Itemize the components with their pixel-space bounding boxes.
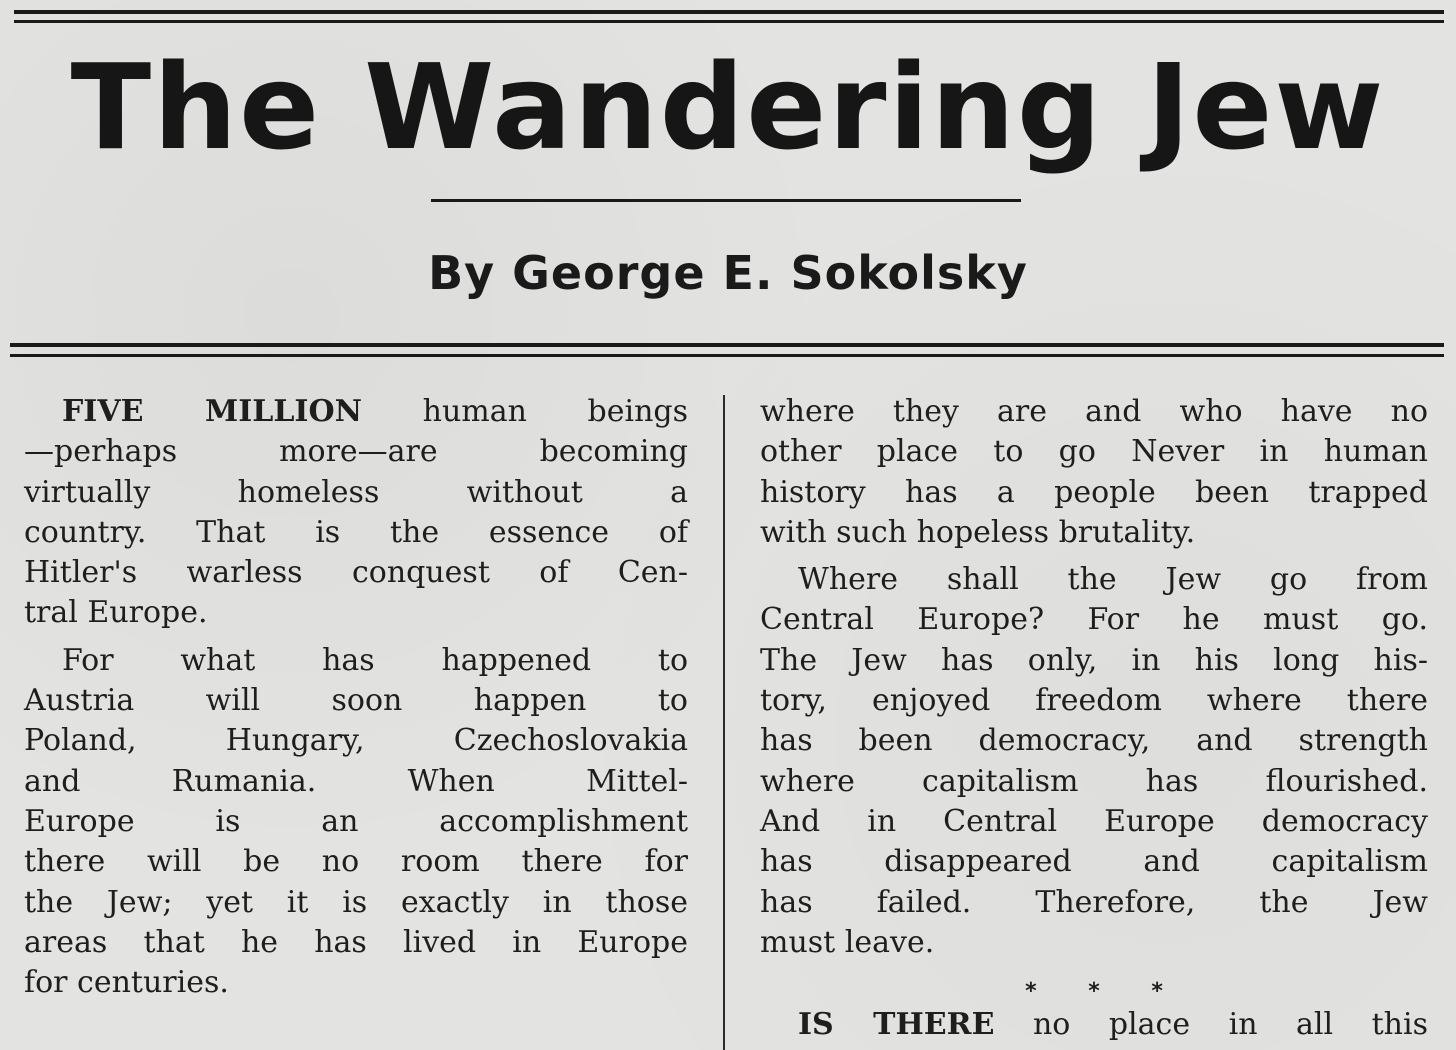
text-line: virtually homeless without a xyxy=(24,474,688,510)
text-line-rest: human beings xyxy=(362,394,689,429)
text-line xyxy=(24,392,688,432)
masthead-bottom-rule-thin xyxy=(10,354,1444,357)
text-line: tory, enjoyed freedom where there xyxy=(760,683,1428,719)
text-line: Austria will soon happen to xyxy=(24,683,688,719)
right-column xyxy=(760,392,1428,1045)
text-line: must leave. xyxy=(760,924,935,960)
text-line: where they are and who have no xyxy=(760,394,1428,429)
headline: The Wandering Jew xyxy=(70,38,1386,176)
text-line xyxy=(760,1005,1428,1045)
text-line: Poland, Hungary, Czechoslovakia xyxy=(24,723,688,759)
top-rule-thin xyxy=(14,20,1444,23)
text-line: The Jew has only, in his long his- xyxy=(760,642,1428,678)
masthead-bottom-rule-thick xyxy=(10,343,1444,347)
text-line: with such hopeless brutality. xyxy=(760,514,1196,550)
text-line: Central Europe? For he must go. xyxy=(760,602,1428,638)
text-line: Where shall the Jew go from xyxy=(798,562,1428,598)
top-rule-thick xyxy=(14,10,1444,14)
headline-divider xyxy=(431,199,1021,202)
text-line: for centuries. xyxy=(24,965,229,1001)
left-paragraph-1 xyxy=(24,392,688,634)
text-line: country. That is the essence of xyxy=(24,514,688,550)
byline: By George E. Sokolsky xyxy=(428,246,1028,300)
right-paragraph-3 xyxy=(760,1005,1428,1045)
text-line: has been democracy, and strength xyxy=(760,723,1428,759)
text-line: other place to go Never in human xyxy=(760,434,1428,470)
text-line: And in Central Europe democracy xyxy=(760,803,1428,839)
text-line: history has a people been trapped xyxy=(760,474,1428,510)
text-line: there will be no room there for xyxy=(24,844,688,880)
text-line-rest: no place in all this xyxy=(994,1007,1428,1043)
right-paragraph-1 xyxy=(760,392,1428,553)
section-separator: * * * xyxy=(1025,979,1185,1005)
text-line: Hitler's warless conquest of Cen- xyxy=(24,555,688,591)
right-paragraph-2 xyxy=(760,560,1428,963)
text-line: has failed. Therefore, the Jew xyxy=(760,884,1428,920)
text-line: where capitalism has flourished. xyxy=(760,763,1428,799)
left-paragraph-2 xyxy=(24,641,688,1004)
text-line: —perhaps more—are becoming xyxy=(24,434,688,470)
column-divider xyxy=(723,395,725,1050)
lead-in: FIVE MILLION xyxy=(62,394,363,429)
text-line: Europe is an accomplishment xyxy=(24,803,688,839)
text-line: areas that he has lived in Europe xyxy=(24,924,688,960)
text-line: has disappeared and capitalism xyxy=(760,844,1428,880)
text-line: the Jew; yet it is exactly in those xyxy=(24,884,688,920)
left-column xyxy=(24,392,688,1003)
lead-in: IS THERE xyxy=(798,1007,995,1043)
text-line: and Rumania. When Mittel- xyxy=(24,763,688,799)
text-line: For what has happened to xyxy=(62,642,688,678)
text-line: tral Europe. xyxy=(24,595,208,631)
